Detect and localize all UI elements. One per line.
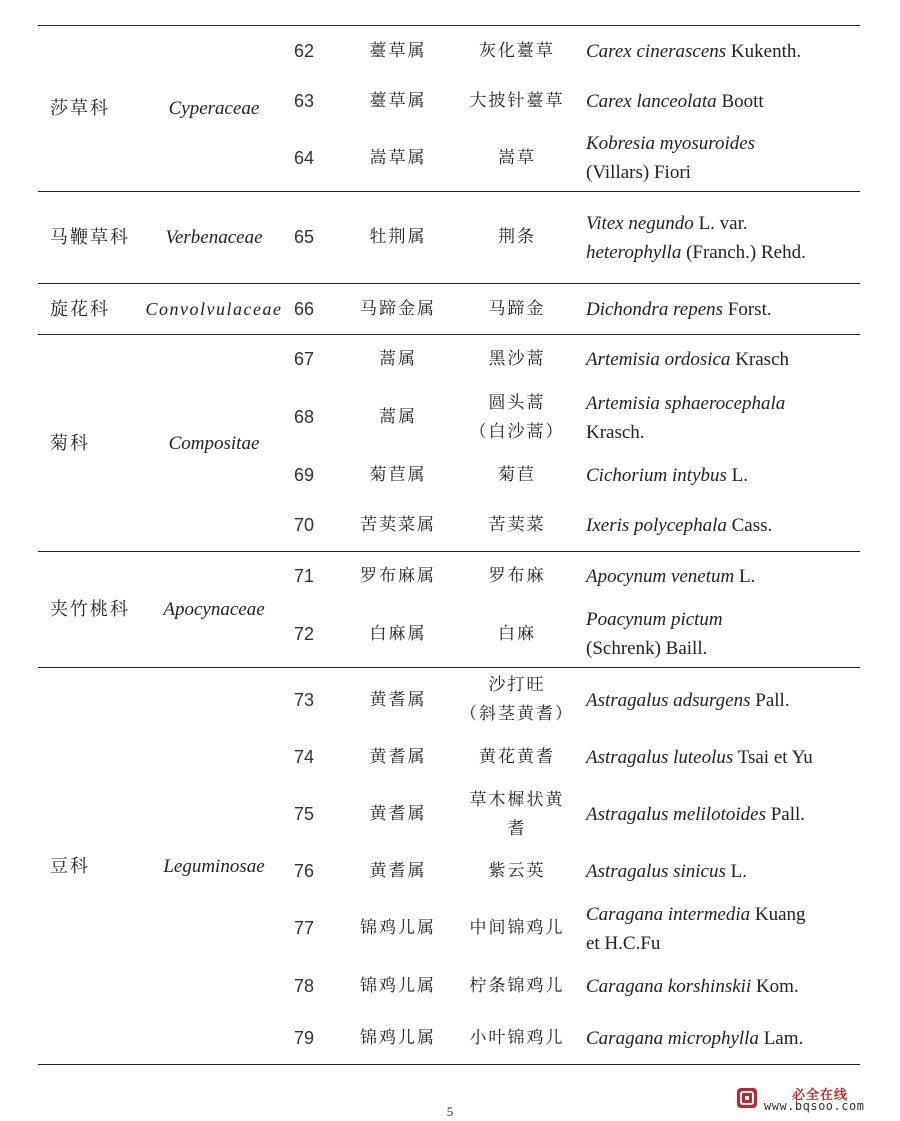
row-number: 70	[294, 514, 315, 535]
scientific-name-italic: Apocynum venetum	[586, 566, 735, 588]
scientific-name-author: L.	[739, 566, 756, 588]
scientific-name	[576, 847, 860, 897]
scientific-name-italic: Cichorium intybus	[586, 464, 727, 486]
genus-name: 菊苣属	[369, 464, 427, 485]
genus-name: 黄耆属	[369, 747, 427, 767]
scientific-name-author: L.	[730, 861, 747, 882]
scientific-name-italic: Astragalus adsurgens	[586, 689, 751, 711]
genus-name: 薹草属	[369, 41, 427, 62]
row-number: 78	[294, 976, 315, 996]
genus-name: 马蹄金属	[360, 298, 436, 319]
species-name: 大披针薹草	[469, 91, 565, 111]
species-name: 黑沙蒿	[488, 349, 546, 370]
family-chinese-name: 马鞭草科	[50, 227, 130, 248]
genus-name: 蒿属	[379, 349, 417, 370]
scientific-name-italic: Artemisia sphaerocephala	[586, 392, 786, 414]
species-name: 白麻	[498, 623, 536, 644]
page-number: 5	[446, 1104, 454, 1119]
species-name	[458, 668, 576, 733]
table-row	[38, 26, 860, 78]
row-number: 79	[294, 1027, 315, 1048]
scientific-name	[576, 192, 860, 284]
scientific-name-italic: Artemisia ordosica	[586, 349, 731, 371]
species-name-line-1: 草木樨状黄	[469, 789, 565, 810]
row-number: 77	[294, 918, 315, 938]
genus-name: 锦鸡儿属	[360, 976, 436, 996]
row-number: 74	[294, 747, 315, 767]
table-row	[38, 192, 860, 284]
species-name: 马蹄金	[488, 298, 546, 319]
genus-name: 罗布麻属	[360, 566, 436, 587]
species-name-line-2: （白沙蒿）	[469, 421, 565, 442]
scientific-name-author: Pall.	[770, 804, 806, 825]
scientific-name-italic: Caragana korshinskii	[586, 976, 752, 997]
watermark[interactable]	[736, 1084, 886, 1116]
family-group-apocynaceae	[38, 552, 860, 668]
genus-name: 牡荆属	[369, 227, 427, 247]
species-name: 中间锦鸡儿	[469, 918, 565, 938]
genus-name: 锦鸡儿属	[360, 918, 436, 938]
species-name-line-1: 圆头蒿	[488, 392, 546, 413]
genus-name: 蒿属	[379, 407, 417, 427]
species-name	[458, 783, 576, 847]
scientific-name-italic: Kobresia myosuroides	[586, 133, 756, 155]
scientific-name-italic: Poacynum pictum	[586, 609, 723, 631]
genus-name: 苦荬菜属	[360, 514, 436, 535]
scientific-name-author: Forst.	[727, 298, 772, 320]
species-name: 嵩草	[498, 147, 536, 168]
row-number: 68	[294, 407, 315, 427]
row-number: 72	[294, 623, 315, 644]
species-name: 罗布麻	[488, 566, 546, 587]
family-chinese-name: 豆科	[50, 855, 90, 877]
row-number: 66	[294, 298, 315, 319]
row-number: 73	[294, 689, 315, 710]
table-row	[38, 335, 860, 385]
row-number: 65	[294, 227, 315, 247]
scientific-name-italic: Caragana intermedia	[586, 903, 751, 925]
scientific-name-italic: Vitex negundo	[586, 212, 694, 234]
scientific-name	[576, 897, 860, 961]
family-chinese-name: 旋花科	[50, 298, 110, 320]
bqsoo-logo-icon	[736, 1087, 758, 1109]
table-row	[38, 284, 860, 335]
scientific-name-italic: Astragalus sinicus	[586, 861, 726, 882]
scientific-name	[576, 26, 860, 78]
scientific-name	[576, 668, 860, 733]
scientific-name	[576, 335, 860, 385]
scientific-name-italic: Dichondra repens	[586, 298, 724, 320]
scientific-name-author: Tsai et Yu	[737, 747, 813, 768]
genus-name: 白麻属	[369, 623, 427, 644]
species-name-line-2: 耆	[507, 818, 527, 839]
species-name: 黄花黄耆	[479, 747, 555, 767]
scientific-name-author: Kom.	[755, 976, 799, 997]
scientific-name	[576, 552, 860, 602]
scientific-name-author: Krasch	[735, 349, 789, 371]
scientific-name-author: Cass.	[731, 514, 773, 536]
family-group-cyperaceae	[38, 26, 860, 192]
scientific-name-italic: Caragana microphylla	[586, 1027, 759, 1049]
scientific-name	[576, 733, 860, 783]
scientific-name	[576, 284, 860, 335]
scientific-name-italic: Astragalus luteolus	[586, 747, 734, 768]
scientific-name-author: Krasch.	[586, 421, 645, 443]
species-table	[38, 25, 860, 1065]
species-name	[458, 385, 576, 451]
family-latin-name: Cyperaceae	[168, 98, 260, 119]
family-chinese-name: 莎草科	[50, 98, 110, 119]
scientific-name-italic: Carex cinerascens	[586, 41, 727, 63]
scientific-name-italic: Carex lanceolata	[586, 91, 717, 112]
scientific-name	[576, 783, 860, 847]
genus-name: 嵩草属	[369, 147, 427, 168]
scientific-name	[576, 1013, 860, 1065]
scientific-name-author: Lam.	[763, 1027, 804, 1049]
family-group-compositae	[38, 335, 860, 552]
species-name: 荆条	[498, 227, 536, 247]
table-row	[38, 668, 860, 733]
scientific-name	[576, 602, 860, 668]
family-group-leguminosae	[38, 668, 860, 1065]
scientific-name	[576, 500, 860, 552]
species-name-line-1: 沙打旺	[488, 675, 546, 696]
row-number: 64	[294, 147, 315, 168]
species-name: 紫云英	[488, 861, 546, 881]
scientific-name-author: Boott	[721, 91, 764, 112]
family-chinese-name: 菊科	[50, 432, 90, 454]
scientific-name-author-2: (Franch.) Rehd.	[686, 241, 806, 263]
scientific-name-author: Kuang	[754, 903, 806, 925]
watermark-url: www.bqsoo.com	[764, 1099, 865, 1113]
family-group-verbenaceae	[38, 192, 860, 284]
scientific-name-author: (Schrenk) Baill.	[586, 638, 708, 660]
species-name-line-2: （斜茎黄耆）	[460, 704, 574, 725]
species-name: 小叶锦鸡儿	[469, 1027, 565, 1048]
species-table-container	[38, 25, 860, 1065]
family-latin-name: Apocynaceae	[163, 599, 265, 620]
row-number: 63	[294, 91, 315, 111]
genus-name: 黄耆属	[369, 689, 427, 710]
scientific-name	[576, 451, 860, 500]
row-number: 69	[294, 464, 315, 485]
scientific-name-author: L. var.	[698, 212, 748, 234]
species-name: 灰化薹草	[479, 41, 555, 62]
row-number: 71	[294, 566, 315, 587]
species-name: 柠条锦鸡儿	[469, 976, 565, 996]
genus-name: 锦鸡儿属	[360, 1027, 436, 1048]
scientific-name-author-2: et H.C.Fu	[586, 932, 661, 954]
family-latin-name: Compositae	[168, 432, 260, 454]
row-number: 67	[294, 349, 315, 370]
family-latin-name: Convolvulaceae	[145, 298, 283, 319]
family-latin-name: Leguminosae	[163, 855, 265, 877]
species-name: 苦荬菜	[488, 514, 546, 535]
table-row	[38, 552, 860, 602]
family-chinese-name: 夹竹桃科	[50, 599, 130, 620]
family-latin-name: Verbenaceae	[165, 227, 263, 248]
scientific-name-italic: Astragalus melilotoides	[586, 804, 766, 825]
family-group-convolvulaceae	[38, 284, 860, 335]
genus-name: 黄耆属	[369, 861, 427, 881]
row-number: 62	[294, 41, 315, 62]
row-number: 75	[294, 804, 315, 824]
scientific-name	[576, 961, 860, 1013]
scientific-name-author: L.	[731, 464, 749, 486]
row-number: 76	[294, 861, 315, 881]
genus-name: 薹草属	[369, 91, 427, 111]
scientific-name-author: Pall.	[755, 689, 790, 711]
scientific-name-author: (Villars) Fiori	[586, 162, 691, 184]
scientific-name	[576, 78, 860, 126]
scientific-name	[576, 126, 860, 192]
genus-name: 黄耆属	[369, 804, 427, 824]
watermark-title: 必全在线	[792, 1088, 849, 1103]
scientific-name-italic: Ixeris polycephala	[586, 514, 727, 536]
scientific-name-author: Kukenth.	[730, 41, 802, 63]
species-name: 菊苣	[498, 464, 536, 485]
scientific-name	[576, 385, 860, 451]
scientific-name-italic-2: heterophylla	[586, 241, 682, 263]
